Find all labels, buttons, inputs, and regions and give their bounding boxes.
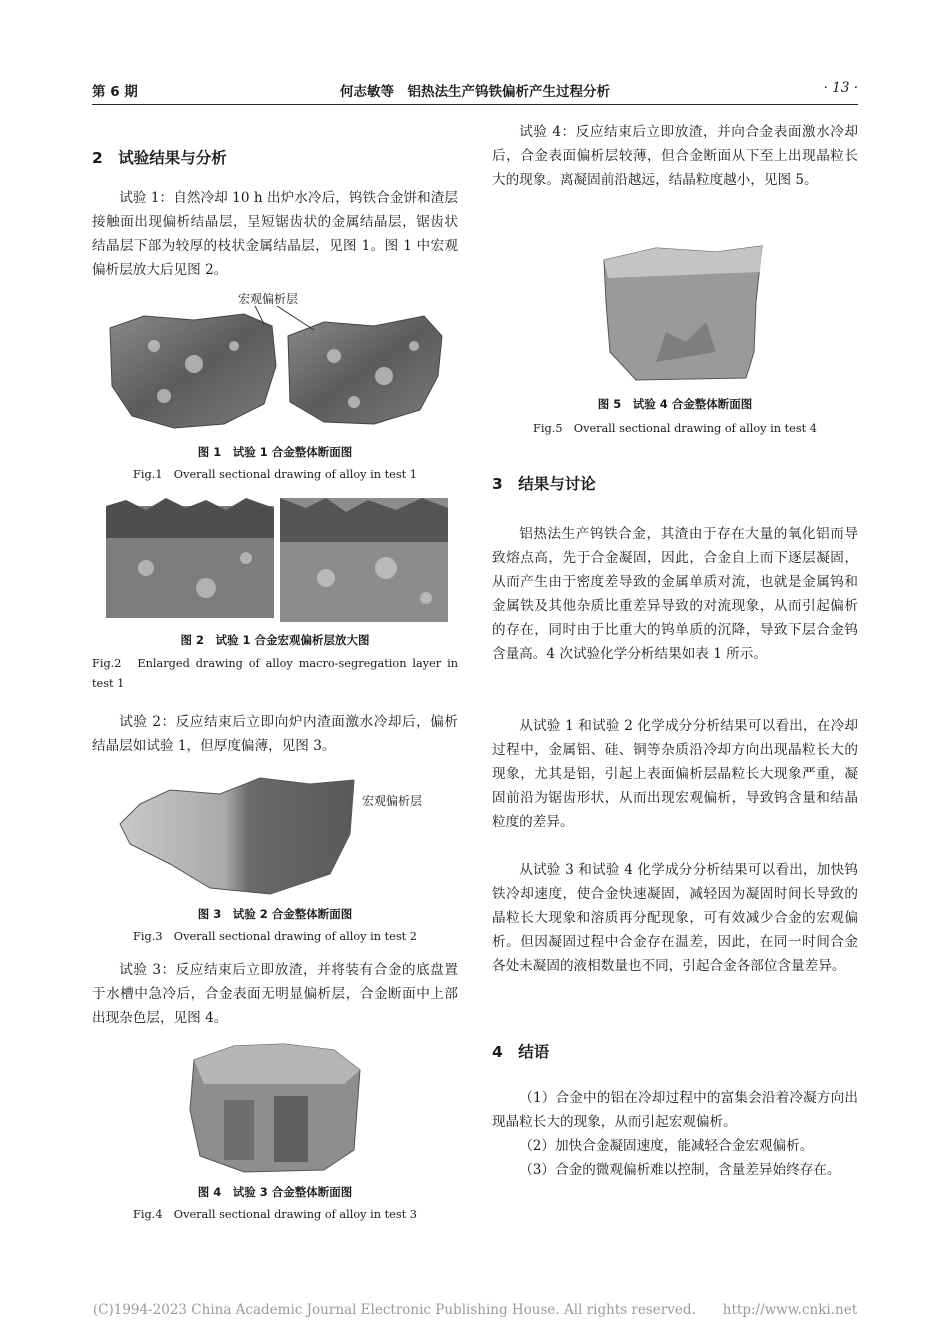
fig5-caption-en: Fig.5 Overall sectional drawing of alloy in test 4 bbox=[533, 422, 817, 435]
test2-paragraph: 试验 2：反应结束后立即向炉内渣面激水冷却后，偏析结晶层如试验 1，但厚度偏薄，见图 3。 bbox=[92, 714, 458, 754]
conclusion-1: （1）合金中的铝在冷却过程中的富集会沿着冷凝方向出现晶粒长大的现象，从而引起宏观偏析。 bbox=[492, 1090, 858, 1130]
conclusion-3: （3）合金的微观偏析难以控制，含量差异始终存在。 bbox=[519, 1162, 841, 1178]
fig1-caption-en: Fig.1 Overall sectional drawing of alloy in test 1 bbox=[133, 468, 417, 481]
section-4-heading: 4 结语 bbox=[492, 1043, 550, 1061]
fig1-photo bbox=[104, 306, 448, 434]
conclusion-2: （2）加快合金凝固速度，能减轻合金宏观偏析。 bbox=[519, 1138, 814, 1154]
copyright-footer: (C)1994-2023 China Academic Journal Electronic Publishing House. All rights reserved. http://www.cnki.net bbox=[92, 1302, 858, 1318]
section-2-heading: 2 试验结果与分析 bbox=[92, 149, 227, 167]
test1-paragraph: 试验 1：自然冷却 10 h 出炉水冷后，钨铁合金饼和渣层接触面出现偏析结晶层，呈短锯齿状的金属结晶层，锯齿状结晶层下部为较厚的枝状金属结晶层，见图 1。图 1 中宏观偏析层放大后见图 2。 bbox=[92, 190, 458, 278]
header-rule bbox=[92, 104, 858, 105]
discussion-paragraph-2: 从试验 1 和试验 2 化学成分分析结果可以看出，在冷却过程中，金属铝、硅、铜等杂质沿冷却方向出现晶粒长大的现象，尤其是铝，引起上表面偏析层晶粒长大现象严重，凝固前沿为锯齿形状，从而出现宏观偏析，导致钨含量和结晶粒度的差异。 bbox=[492, 718, 858, 830]
test4-paragraph: 试验 4：反应结束后立即放渣，并向合金表面激水冷却后，合金表面偏析层较薄，但合金断面从下至上出现晶粒长大的现象。离凝固前沿越远，结晶粒度越小，见图 5。 bbox=[492, 124, 858, 188]
fig3-photo bbox=[110, 764, 358, 900]
fig2-caption-en: Fig.2 Enlarged drawing of alloy macro-segregation layer in test 1 bbox=[92, 657, 458, 690]
fig4-caption-en: Fig.4 Overall sectional drawing of alloy in test 3 bbox=[133, 1208, 417, 1221]
issue-number: 第 6 期 bbox=[92, 84, 138, 100]
fig4-caption-cn: 图 4 试验 3 合金整体断面图 bbox=[197, 1185, 353, 1199]
discussion-paragraph-3: 从试验 3 和试验 4 化学成分分析结果可以看出，加快钨铁冷却速度，使合金快速凝固，减轻因为凝固时间长导致的晶粒长大现象和溶质再分配现象，可有效减少合金的宏观偏析。但因凝固过程中合金存在温差，因此，在同一时间合金各处未凝固的液相数量也不同，引起合金各部位含量差异。 bbox=[492, 862, 858, 974]
section-3-heading: 3 结果与讨论 bbox=[492, 475, 596, 493]
fig1-annotation: 宏观偏析层 bbox=[238, 292, 299, 306]
fig2-photo bbox=[106, 498, 448, 624]
discussion-paragraph-1: 铝热法生产钨铁合金，其渣由于存在大量的氧化铝而导致熔点高，先于合金凝固，因此，合金自上而下逐层凝固，从而产生由于密度差导致的金属单质对流，也就是金属钨和金属铁及其他杂质比重差异导致的对流现象，从而引起偏析的存在，同时由于比重大的钨单质的沉降，导致下层合金钨含量高。4 次试验化学分析结果如表 1 所示。 bbox=[492, 526, 858, 662]
running-title: 何志敏等 铝热法生产钨铁偏析产生过程分析 bbox=[340, 84, 610, 100]
page-number: · 13 · bbox=[823, 80, 858, 96]
fig1-caption-cn: 图 1 试验 1 合金整体断面图 bbox=[197, 445, 353, 459]
fig4-photo bbox=[184, 1040, 366, 1176]
fig2-caption-cn: 图 2 试验 1 合金宏观偏析层放大图 bbox=[180, 633, 370, 647]
test3-paragraph: 试验 3：反应结束后立即放渣，并将装有合金的底盘置于水槽中急冷后，合金表面无明显偏析层，合金断面中上部出现杂色层，见图 4。 bbox=[92, 962, 458, 1026]
fig3-caption-cn: 图 3 试验 2 合金整体断面图 bbox=[197, 907, 353, 921]
fig3-annotation: 宏观偏析层 bbox=[362, 794, 423, 808]
fig5-caption-cn: 图 5 试验 4 合金整体断面图 bbox=[597, 397, 753, 411]
running-header bbox=[92, 80, 858, 100]
fig3-caption-en: Fig.3 Overall sectional drawing of alloy in test 2 bbox=[133, 930, 417, 943]
fig5-photo bbox=[596, 242, 768, 384]
